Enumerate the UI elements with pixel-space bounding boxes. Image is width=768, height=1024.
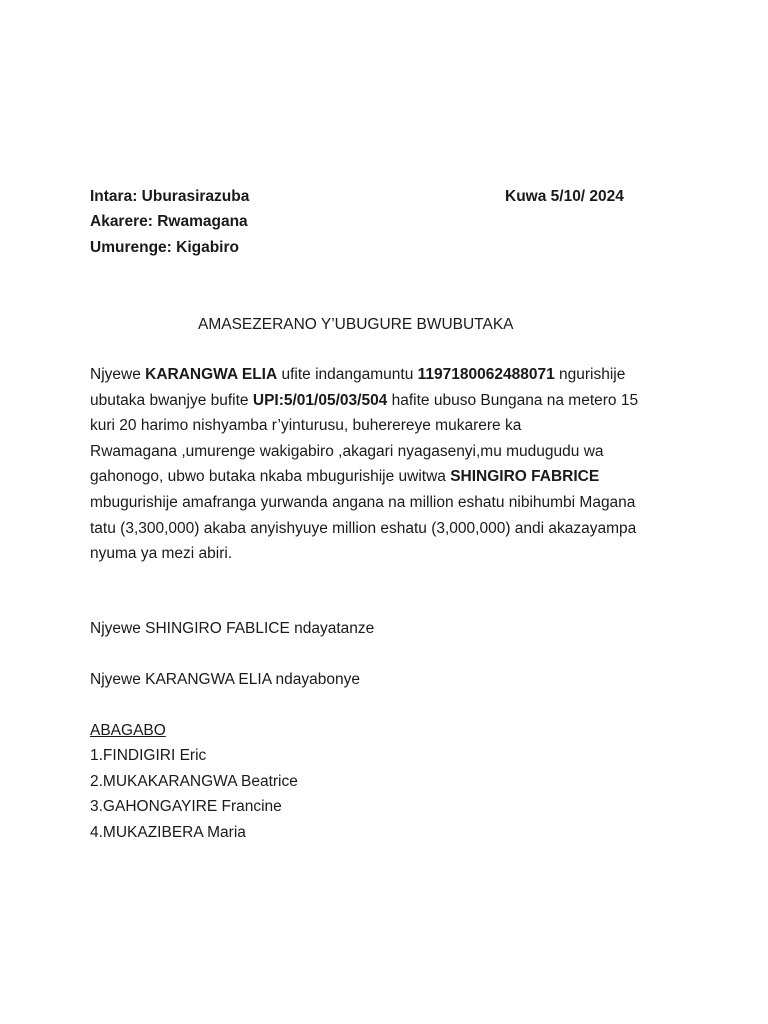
body-text: gahonogo, ubwo butaka nkaba mbugurishije uwitwa (90, 468, 451, 486)
body-line-8: nyuma ya mezi abiri. (90, 545, 233, 563)
body-line-7: tatu (3,300,000) akaba anyishyuye million eshatu (3,000,000) andi akazayampa (90, 519, 637, 537)
witnesses-list (90, 743, 298, 845)
contract-body (90, 362, 680, 567)
body-text: ngurishije (554, 366, 626, 383)
witness-item: 4.MUKAZIBERA Maria (90, 823, 246, 841)
body-text: ufite indangamuntu (277, 366, 418, 383)
body-line-5 (90, 464, 680, 490)
body-line-3: kuri 20 harimo nishyamba r’yinturusu, buherereye mukarere ka (90, 417, 522, 435)
seller-signature-line: Njyewe KARANGWA ELIA ndayabonye (90, 671, 360, 688)
body-line-2 (90, 388, 680, 414)
seller-name: KARANGWA ELIA (145, 366, 278, 383)
witness-item: 3.GAHONGAYIRE Francine (90, 798, 282, 816)
document-page (90, 0, 690, 1024)
witness-item: 2.MUKAKARANGWA Beatrice (90, 772, 298, 790)
id-number: 1197180062488071 (417, 366, 555, 383)
witnesses-heading: ABAGABO (90, 722, 166, 739)
province-line: Intara: Uburasirazuba (90, 188, 250, 205)
buyer-name: SHINGIRO FABRICE (450, 468, 600, 486)
body-text: ubutaka bwanjye bufite (90, 391, 253, 409)
body-line-1 (90, 362, 680, 388)
body-line-6: mbugurishije amafranga yurwanda angana na million eshatu nibihumbi Magana (90, 493, 636, 511)
body-text: Njyewe (90, 366, 146, 383)
body-line-4: Rwamagana ,umurenge wakigabiro ,akagari nyagasenyi,mu mudugudu wa (90, 442, 604, 460)
upi-number: UPI:5/01/05/03/504 (252, 391, 388, 409)
body-text: hafite ubuso Bungana na metero 15 (387, 391, 639, 409)
document-title: AMASEZERANO Y’UBUGURE BWUBUTAKA (198, 316, 514, 333)
buyer-signature-line: Njyewe SHINGIRO FABLICE ndayatanze (90, 620, 375, 637)
witness-item: 1.FINDIGIRI Eric (90, 747, 207, 764)
document-date: Kuwa 5/10/ 2024 (505, 188, 624, 205)
sector-line: Umurenge: Kigabiro (90, 239, 239, 256)
district-line: Akarere: Rwamagana (90, 213, 248, 230)
